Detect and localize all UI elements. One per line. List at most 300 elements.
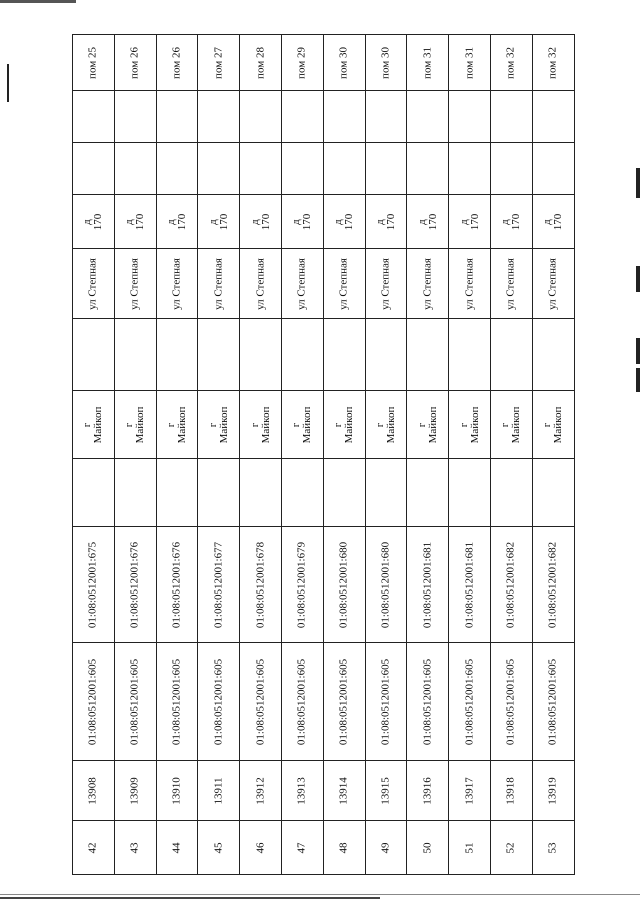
table-cell [73,459,115,527]
cell-house [375,197,397,247]
cell-house-number: 170 [510,213,523,230]
cell-city-prefix: г [499,422,512,427]
table-cell [407,459,449,527]
table-cell [240,195,282,249]
table-cell [198,459,240,527]
cell-building: 01:08:0512001:681 [463,541,476,628]
table-cell [114,143,156,195]
cell-room: пом 31 [463,46,476,79]
cell-building: 01:08:0512001:676 [170,541,183,628]
table-cell [449,91,491,143]
table-cell [532,91,574,143]
cell-parcel: 01:08:0512001:605 [86,658,99,745]
cell-n: 42 [86,842,99,853]
cell-city-name: Майкоп [426,406,439,443]
table-cell [407,319,449,391]
table-cell [73,35,115,91]
scan-mark-left [7,64,9,102]
cell-city-name: Майкоп [259,406,272,443]
cell-city [459,400,481,450]
cell-building: 01:08:0512001:682 [504,541,517,628]
cell-city-name: Майкоп [552,406,565,443]
cell-room: пом 26 [128,46,141,79]
table-cell [156,391,198,459]
cell-city [208,400,230,450]
table-cell [240,391,282,459]
cell-house-prefix: д [457,218,470,225]
table-cell [407,821,449,875]
table-cell [114,527,156,643]
cell-parcel: 01:08:0512001:605 [295,658,308,745]
table-cell [365,91,407,143]
cell-parcel: 01:08:0512001:605 [254,658,267,745]
table-cell [407,91,449,143]
table-cell [73,761,115,821]
table-cell [281,249,323,319]
cell-city [82,400,104,450]
cell-house-prefix: д [206,218,219,225]
table-cell [198,249,240,319]
table-cell [490,761,532,821]
cell-street: ул Степная [254,257,267,310]
table-cell [532,195,574,249]
cell-house [542,197,564,247]
table-cell [449,821,491,875]
cell-house-number: 170 [552,213,565,230]
table-cell [73,527,115,643]
table-cell [240,319,282,391]
cell-building: 01:08:0512001:680 [379,541,392,628]
cell-n: 47 [295,842,308,853]
table-cell [281,459,323,527]
cell-n: 53 [546,842,559,853]
table-row-empty-a [73,91,575,143]
table-row-house [73,195,575,249]
table-cell [449,459,491,527]
cell-city [417,400,439,450]
cell-house-prefix: д [373,218,386,225]
table-cell [281,319,323,391]
cell-house [208,197,230,247]
scan-mark-right [636,266,640,292]
cell-n: 51 [463,842,476,853]
cell-house-number: 170 [343,213,356,230]
table-cell [365,821,407,875]
cell-building: 01:08:0512001:681 [421,541,434,628]
table-cell [532,643,574,761]
table-cell [365,391,407,459]
table-cell [281,527,323,643]
table-cell [407,391,449,459]
table-cell [198,319,240,391]
cell-house [124,197,146,247]
cell-house-prefix: д [290,218,303,225]
table-cell [240,761,282,821]
table-cell [323,527,365,643]
table-cell [449,249,491,319]
registry-table [72,34,574,854]
cell-city-name: Майкоп [217,406,230,443]
cell-city-prefix: г [290,422,303,427]
table-cell [323,761,365,821]
cell-n: 49 [379,842,392,853]
cell-room: пом 32 [546,46,559,79]
table-cell [532,319,574,391]
table-cell [490,35,532,91]
table-cell [490,459,532,527]
cell-house-prefix: д [332,218,345,225]
cell-city-name: Майкоп [301,406,314,443]
cell-city-prefix: г [248,422,261,427]
cell-n: 43 [128,842,141,853]
cell-house-prefix: д [248,218,261,225]
cell-parcel: 01:08:0512001:605 [170,658,183,745]
cell-room: пом 30 [337,46,350,79]
table-row-empty-c [73,319,575,391]
table-cell [532,459,574,527]
table-cell [532,143,574,195]
cell-house-number: 170 [426,213,439,230]
cell-house [459,197,481,247]
table-cell [198,391,240,459]
table-cell [323,143,365,195]
cell-house [333,197,355,247]
cell-street: ул Степная [170,257,183,310]
table-row-empty-b [73,143,575,195]
cell-building: 01:08:0512001:675 [86,541,99,628]
cell-building: 01:08:0512001:682 [546,541,559,628]
cell-room: пом 25 [86,46,99,79]
cell-parcel: 01:08:0512001:605 [504,658,517,745]
cell-house [82,197,104,247]
table-cell [114,821,156,875]
table-cell [240,249,282,319]
cell-n: 50 [421,842,434,853]
table-cell [365,459,407,527]
table-cell [407,527,449,643]
cell-city [124,400,146,450]
cell-room: пом 31 [421,46,434,79]
table-cell [114,319,156,391]
table-cell [240,643,282,761]
cell-city-name: Майкоп [384,406,397,443]
cell-house [291,197,313,247]
cell-n: 48 [337,842,350,853]
table-cell [532,527,574,643]
table-cell [449,643,491,761]
table-cell [365,143,407,195]
table-cell [323,91,365,143]
table-cell [156,527,198,643]
cell-id: 13911 [212,776,225,805]
table-cell [407,143,449,195]
table-cell [281,35,323,91]
cell-street: ул Степная [421,257,434,310]
cell-room: пом 26 [170,46,183,79]
cell-street: ул Степная [212,257,225,310]
cell-house-number: 170 [92,213,105,230]
cell-street: ул Степная [337,257,350,310]
cell-id: 13910 [170,776,183,805]
cell-city-prefix: г [457,422,470,427]
table-cell [407,643,449,761]
cell-room: пом 29 [295,46,308,79]
table-cell [365,761,407,821]
cell-id: 13915 [379,776,392,805]
table-cell [156,821,198,875]
cell-city-name: Майкоп [175,406,188,443]
cell-parcel: 01:08:0512001:605 [421,658,434,745]
table-cell [73,249,115,319]
table-cell [490,643,532,761]
table-cell [156,643,198,761]
table-cell [281,391,323,459]
cell-city [166,400,188,450]
cell-id: 13916 [421,776,434,805]
cell-house-number: 170 [301,213,314,230]
cell-house [166,197,188,247]
cell-city [250,400,272,450]
table-cell [156,91,198,143]
cell-city-prefix: г [164,422,177,427]
cell-house [417,197,439,247]
table-cell [281,643,323,761]
cell-street: ул Степная [295,257,308,310]
table-cell [490,527,532,643]
scan-edge-top [0,0,76,3]
cell-building: 01:08:0512001:678 [254,541,267,628]
table-cell [365,35,407,91]
table-cell [240,821,282,875]
table-cell [449,35,491,91]
cell-id: 13914 [337,776,350,805]
table-cell [114,761,156,821]
cell-id: 13913 [295,776,308,805]
cell-street: ул Степная [546,257,559,310]
table-cell [156,319,198,391]
table-row-city [73,391,575,459]
table-cell [323,195,365,249]
table-row-parcel [73,643,575,761]
cell-city-prefix: г [332,422,345,427]
table-cell [240,35,282,91]
cell-house-prefix: д [541,218,554,225]
table-cell [323,821,365,875]
table-cell [323,319,365,391]
scan-edge-bottom [0,897,380,899]
cell-n: 45 [212,842,225,853]
table-cell [490,319,532,391]
cell-parcel: 01:08:0512001:605 [337,658,350,745]
table-cell [323,35,365,91]
cell-n: 46 [254,842,267,853]
cell-street: ул Степная [463,257,476,310]
scan-mark-right [636,168,640,198]
cell-id: 13919 [546,776,559,805]
cell-parcel: 01:08:0512001:605 [379,658,392,745]
cell-house [500,197,522,247]
table-row-room [73,35,575,91]
scan-edge-bottom [0,894,640,895]
cell-id: 13917 [463,776,476,805]
table-cell [73,195,115,249]
cell-city-prefix: г [123,422,136,427]
cell-street: ул Степная [86,257,99,310]
cell-street: ул Степная [379,257,392,310]
table-cell [240,459,282,527]
table-cell [198,143,240,195]
cell-house-number: 170 [217,213,230,230]
cell-city [542,400,564,450]
cell-building: 01:08:0512001:677 [212,541,225,628]
table-cell [323,391,365,459]
table-cell [198,643,240,761]
table-cell [198,35,240,91]
table-cell [240,143,282,195]
cell-house-number: 170 [259,213,272,230]
cell-building: 01:08:0512001:676 [128,541,141,628]
cell-city [291,400,313,450]
cell-id: 13909 [128,776,141,805]
cell-street: ул Степная [128,257,141,310]
cell-id: 13912 [254,776,267,805]
table-cell [198,195,240,249]
cell-room: пом 27 [212,46,225,79]
cell-parcel: 01:08:0512001:605 [546,658,559,745]
table-cell [365,195,407,249]
table-cell [365,643,407,761]
table-cell [449,143,491,195]
table-cell [449,761,491,821]
cell-house-number: 170 [175,213,188,230]
table-row-empty-d [73,459,575,527]
table-cell [407,249,449,319]
table-cell [532,761,574,821]
cell-city-prefix: г [415,422,428,427]
table-cell [114,643,156,761]
table-cell [73,643,115,761]
table-cell [281,195,323,249]
table-cell [156,195,198,249]
cell-city-name: Майкоп [468,406,481,443]
table-cell [73,91,115,143]
cell-parcel: 01:08:0512001:605 [212,658,225,745]
table-cell [532,249,574,319]
cell-house-prefix: д [415,218,428,225]
cell-id: 13908 [86,776,99,805]
table-cell [73,821,115,875]
table-cell [365,527,407,643]
table-cell [490,821,532,875]
table-cell [532,821,574,875]
table-cell [156,35,198,91]
table-cell [114,249,156,319]
table-row-building [73,527,575,643]
cell-house [250,197,272,247]
table-cell [114,91,156,143]
table-cell [240,91,282,143]
table-cell [323,459,365,527]
table-cell [156,459,198,527]
cell-house-number: 170 [134,213,147,230]
cell-city [333,400,355,450]
cell-city-name: Майкоп [343,406,356,443]
table-cell [490,249,532,319]
table-cell [449,391,491,459]
table-cell [365,319,407,391]
cell-street: ул Степная [504,257,517,310]
cell-city-name: Майкоп [134,406,147,443]
table-cell [198,91,240,143]
table-cell [73,391,115,459]
table-cell [156,761,198,821]
table-cell [114,459,156,527]
cell-parcel: 01:08:0512001:605 [463,658,476,745]
table-cell [156,143,198,195]
table-cell [407,195,449,249]
cell-n: 52 [504,842,517,853]
table-cell [323,249,365,319]
table-cell [73,319,115,391]
table-cell [114,391,156,459]
cell-room: пом 30 [379,46,392,79]
table-cell [73,143,115,195]
table-cell [532,391,574,459]
cell-city-name: Майкоп [92,406,105,443]
table-cell [490,391,532,459]
table-row-id [73,761,575,821]
table-cell [240,527,282,643]
table-cell [198,527,240,643]
table-cell [449,195,491,249]
cell-house-prefix: д [81,218,94,225]
cell-city-prefix: г [206,422,219,427]
table-cell [532,35,574,91]
cell-city-prefix: г [541,422,554,427]
table-cell [490,195,532,249]
cell-city [375,400,397,450]
cell-city-prefix: г [81,422,94,427]
cell-room: пом 32 [504,46,517,79]
table-cell [281,761,323,821]
cell-house-number: 170 [384,213,397,230]
table-cell [114,195,156,249]
cell-city-name: Майкоп [510,406,523,443]
cell-house-prefix: д [499,218,512,225]
cell-id: 13918 [504,776,517,805]
table-cell [198,761,240,821]
table-cell [365,249,407,319]
scan-mark-right [636,368,640,392]
table-row-number [73,821,575,875]
table-cell [449,319,491,391]
cell-building: 01:08:0512001:680 [337,541,350,628]
table-cell [407,761,449,821]
table-row-street [73,249,575,319]
table-cell [281,91,323,143]
table-cell [323,643,365,761]
table-cell [281,821,323,875]
table-cell [407,35,449,91]
table-cell [281,143,323,195]
cell-house-prefix: д [164,218,177,225]
cell-building: 01:08:0512001:679 [295,541,308,628]
cell-n: 44 [170,842,183,853]
table-cell [490,143,532,195]
cell-city [500,400,522,450]
table-cell [449,527,491,643]
table-cell [490,91,532,143]
